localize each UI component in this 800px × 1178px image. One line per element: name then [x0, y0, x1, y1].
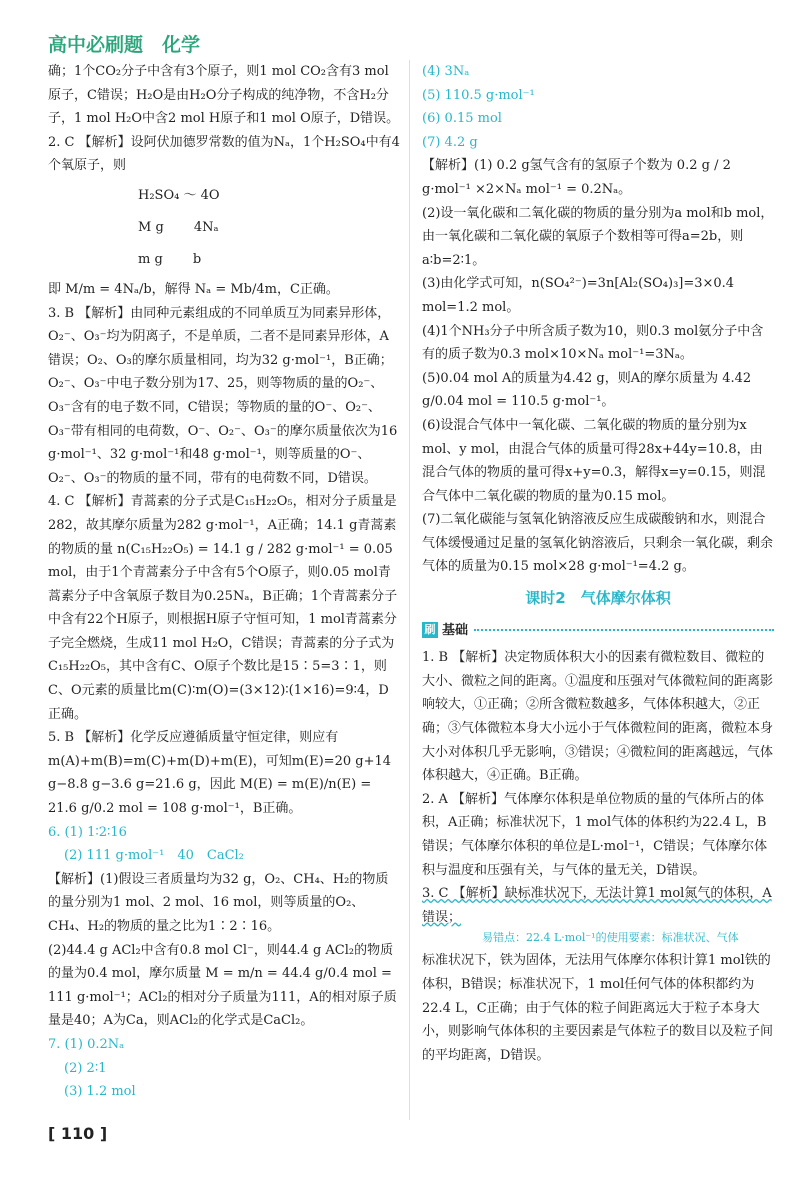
answer-7-part7: (7) 4.2 g — [422, 134, 478, 150]
answer-7-part5: (5) 110.5 g·mol⁻¹ — [422, 87, 535, 103]
paragraph: 确；1个CO₂分子中含有3个原子，则1 mol CO₂含有3 mol原子，C错误；H₂O是由H₂O分子构成的纯净物，不含H₂分子，1 mol H₂O中含2 mol H原子和1 mol O原子，D错误。 — [48, 64, 400, 127]
column-divider — [409, 60, 410, 1120]
paragraph: 即 M/m = 4Nₐ/b，解得 Nₐ = Mb/4m，C正确。 — [48, 281, 339, 297]
answer-7-part6: (6) 0.15 mol — [422, 111, 502, 127]
right-column — [422, 60, 774, 1067]
paragraph: 【解析】(1)假设三者质量均为32 g，O₂、CH₄、H₂的物质的量分别为1 mol、2 mol、16 mol，则等质量的O₂、CH₄、H₂的物质的量之比为1∶2∶16。 — [48, 871, 389, 934]
answer-3: 3. B 【解析】由同种元素组成的不同单质互为同素异形体，O₂⁻、O₃⁻均为阴离子，不是单质，二者不是同素异形体，A错误；O₂、O₃的摩尔质量相同，均为32 g·mol⁻¹，B正确；O₂⁻、O₃⁻中电子数分别为17、25，则等物质的量的O₂⁻、O₃⁻含有的电子数不同，C错误；等物质的量的O⁻、O₂⁻、O₃⁻带有相同的电荷数，O⁻、O₂⁻、O₃⁻的摩尔质量依次为16 g·mol⁻¹、32 g·mol⁻¹和48 g·mol⁻¹，则等质量的O⁻、O₂⁻、O₃⁻的物质的量不同，带有的电荷数不同，D错误。 — [48, 305, 398, 486]
equation-line: H₂SO₄ ～ 4O — [138, 187, 220, 203]
paragraph: (2)44.4 g ACl₂中含有0.8 mol Cl⁻，则44.4 g ACl₂的物质的量为0.4 mol，摩尔质量 M = m/n = 44.4 g/0.4 mol = 111 g·mol⁻¹；ACl₂的相对分子质量为111，A的相对原子质量是40；A为Ca，则ACl₂的化学式是CaCl₂。 — [48, 942, 397, 1029]
paragraph: (5)0.04 mol A的质量为4.42 g，则A的摩尔质量为 4.42 g/0.04 mol = 110.5 g·mol⁻¹。 — [422, 370, 752, 410]
page-header: 高中必刷题 化学 — [48, 34, 201, 56]
answer-7-part4: (4) 3Nₐ — [422, 64, 470, 79]
page-number: [ 110 ] — [48, 1124, 108, 1143]
answer-1: 1. B 【解析】决定物质体积大小的因素有微粒数目、微粒的大小、微粒之间的距离。①温度和压强对气体微粒间的距离影响较大，①正确；②所含微粒数越多，气体体积越大，②正确；③气体微粒本身大小远小于气体微粒间的距离，微粒本身大小对体积几乎无影响，③错误；④微粒间的距离越远，气体体积越大，④正确。B正确。 — [422, 650, 774, 784]
answer-4: 4. C 【解析】青蒿素的分子式是C₁₅H₂₂O₅，相对分子质量是282，故其摩尔质量为282 g·mol⁻¹，A正确；14.1 g青蒿素的物质的量 n(C₁₅H₂₂O₅) = 14.1 g / 282 g·mol⁻¹ = 0.05 mol，由于1个青蒿素分子中含有5个O原子，则0.05 mol青蒿素分子中含氧原子数目为0.25Nₐ，B正确；1个青蒿素分子中含有22个H原子，则根据H原子守恒可知，1 mol青蒿素分子完全燃烧，生成11 mol H₂O，C错误；青蒿素的分子式为C₁₅H₂₂O₅，其中含有C、O原子个数比是15∶5=3∶1，则C、O元素的质量比m(C)∶m(O)=(3×12)∶(1×16)=9∶4，D正确。 — [48, 494, 398, 722]
paragraph: (3)由化学式可知，n(SO₄²⁻)=3n[Al₂(SO₄)₃]=3×0.4 mol=1.2 mol。 — [422, 276, 735, 315]
subheading-label: 基础 — [442, 622, 469, 638]
answer-5: 5. B 【解析】化学反应遵循质量守恒定律，则应有m(A)+m(B)=m(C)+m(D)+m(E)，可知m(E)=20 g+14 g−8.8 g−3.6 g=21.6 g，因此 M(E) = m(E)/n(E) = 21.6 g/0.2 mol = 108 g·mol⁻¹，B正确。 — [48, 730, 392, 817]
brush-icon: 刷 — [422, 622, 438, 638]
section-title: 课时2 气体摩尔体积 — [525, 589, 671, 608]
dotted-rule — [474, 629, 774, 631]
answer-6-part1: 6. (1) 1∶2∶16 — [48, 824, 127, 840]
answer-3: 3. C 【解析】缺标准状况下，无法计算1 mol氮气的体积，A错误； — [422, 886, 772, 925]
paragraph: (2)设一氧化碳和二氧化碳的物质的量分别为a mol和b mol，由一氧化碳和二氧化碳的氧原子个数相等可得a=2b，则a∶b=2∶1。 — [422, 205, 774, 268]
equation-line: m g b — [138, 251, 202, 267]
paragraph: (7)二氧化碳能与氢氧化钠溶液反应生成碳酸钠和水，则混合气体缓慢通过足量的氢氧化钠溶液后，只剩余一氧化碳，剩余气体的质量为0.15 mol×28 g·mol⁻¹=4.2 g。 — [422, 512, 774, 575]
paragraph: 标准状况下，铁为固体，无法用气体摩尔体积计算1 mol铁的体积，B错误；标准状况下，1 mol任何气体的体积都约为22.4 L，C正确；由于气体的粒子间距离远大于粒子本身大小，则影响气体体积的主要因素是气体粒子的数目以及粒子间的平均距离，D错误。 — [422, 953, 774, 1063]
answer-7-part3: (3) 1.2 mol — [64, 1084, 136, 1100]
paragraph: (6)设混合气体中一氧化碳、二氧化碳的物质的量分别为x mol、y mol，由混合气体的质量可得28x+44y=10.8，由混合气体的物质的量可得x+y=0.3，解得x=y=0.15，则混合气体中二氧化碳的物质的量为0.15 mol。 — [422, 417, 766, 504]
answer-2: 2. A 【解析】气体摩尔体积是单位物质的量的气体所占的体积，A正确；标准状况下，1 mol气体的体积约为22.4 L，B错误；气体摩尔体积的单位是L·mol⁻¹，C错误；气体摩尔体积与温度和压强有关，与气体的量无关，D错误。 — [422, 791, 768, 878]
error-note: 易错点：22.4 L·mol⁻¹的使用要素：标准状况、气体 — [482, 931, 739, 945]
answer-6-part2: (2) 111 g·mol⁻¹ 40 CaCl₂ — [64, 848, 244, 864]
paragraph: 【解析】(1) 0.2 g氢气含有的氢原子个数为 0.2 g / 2 g·mol⁻¹ ×2×Nₐ mol⁻¹ = 0.2Nₐ。 — [422, 158, 731, 197]
left-column — [48, 60, 400, 1104]
paragraph: (4)1个NH₃分子中所含质子数为10，则0.3 mol氨分子中含有的质子数为0.3 mol×10×Nₐ mol⁻¹=3Nₐ。 — [422, 323, 764, 363]
answer-7-part2: (2) 2∶1 — [64, 1060, 107, 1076]
answer-7-part1: 7. (1) 0.2Nₐ — [48, 1036, 125, 1052]
section-subheading — [422, 619, 774, 643]
equation-line: M g 4Nₐ — [138, 219, 219, 235]
answer-2: 2. C 【解析】设阿伏加德罗常数的值为Nₐ，1个H₂SO₄中有4个氧原子，则 — [48, 134, 400, 174]
